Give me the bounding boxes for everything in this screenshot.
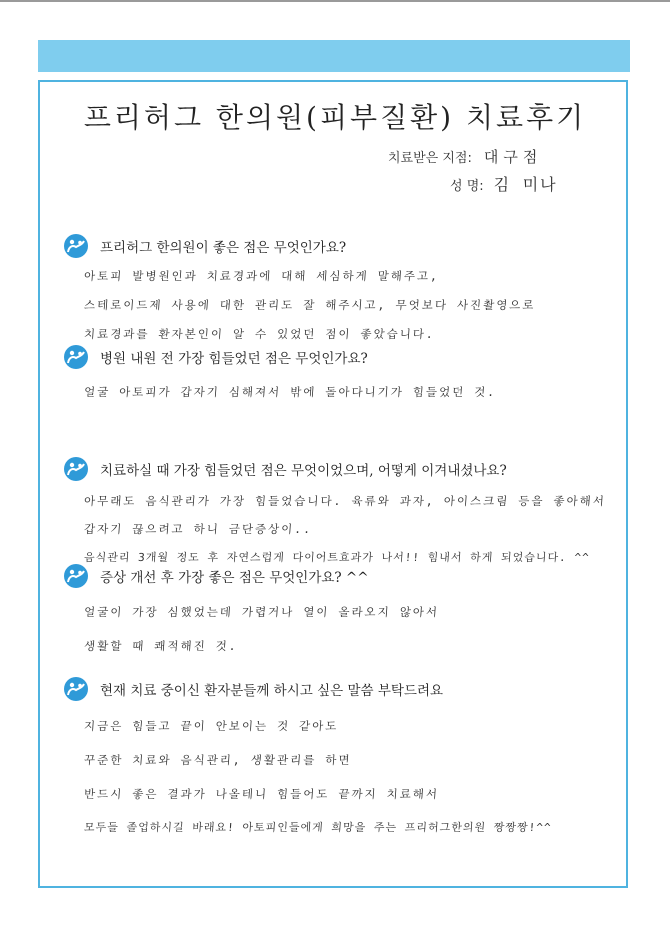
question-3 (64, 457, 507, 481)
name-label: 성 명: (450, 179, 484, 194)
answer-4-1: 얼굴이 가장 심했었는데 가렵거나 열이 올라오지 않아서 (83, 605, 440, 619)
answer-1-2: 스테로이드제 사용에 대한 관리도 잘 해주시고, 무엇보다 사진촬영으로 (83, 298, 537, 312)
question-2 (64, 345, 368, 369)
header-banner (38, 40, 630, 72)
page-title: 프리허그 한의원(피부질환) 치료후기 (83, 101, 587, 134)
hug-logo-icon (64, 564, 88, 588)
hug-logo-icon (64, 234, 88, 258)
hug-logo-icon (64, 345, 88, 369)
name-row (450, 172, 558, 195)
question-text: 병원 내원 전 가장 힘들었던 점은 무엇인가요? (100, 351, 368, 367)
answer-3-3: 음식관리 3개월 정도 후 자연스럽게 다이어트효과가 나서!! 힘내서 하게 되었습니다. ^^ (83, 551, 591, 564)
hug-logo-icon (64, 677, 88, 701)
answer-5-1: 지금은 힘들고 끝이 안보이는 것 같아도 (83, 719, 339, 733)
question-text: 현재 치료 중이신 환자분들께 하시고 싶은 말씀 부탁드려요 (100, 683, 444, 699)
answer-2-1: 얼굴 아토피가 갑자기 심해져서 밖에 돌아다니기가 힘들었던 것. (83, 385, 497, 399)
question-5 (64, 677, 443, 701)
question-text: 증상 개선 후 가장 좋은 점은 무엇인가요? ^^ (100, 570, 369, 586)
branch-value: 대구점 (483, 148, 543, 166)
name-value: 김 미나 (493, 175, 558, 194)
answer-1-1: 아토피 발병원인과 치료경과에 대해 세심하게 말해주고, (83, 269, 440, 283)
top-rule (0, 0, 670, 2)
question-text: 치료하실 때 가장 힘들었던 점은 무엇이었으며, 어떻게 이겨내셨나요? (100, 463, 507, 479)
answer-4-2: 생활할 때 쾌적해진 것. (83, 639, 239, 653)
branch-row (388, 146, 542, 167)
question-text: 프리허그 한의원이 좋은 점은 무엇인가요? (100, 240, 347, 256)
answer-5-3: 반드시 좋은 결과가 나올테니 힘들어도 끝까지 치료해서 (83, 787, 440, 801)
branch-label: 치료받은 지점: (388, 151, 472, 166)
answer-3-2: 갑자기 끊으려고 하니 금단증상이.. (83, 522, 313, 536)
question-4 (64, 564, 369, 588)
answer-5-4: 모두들 졸업하시길 바래요! 아토피인들에게 희망을 주는 프리허그한의원 짱짱짱!^^ (83, 821, 552, 834)
answer-3-1: 아무래도 음식관리가 가장 힘들었습니다. 육류와 과자, 아이스크림 등을 좋아해서 (83, 494, 607, 508)
question-1 (64, 234, 346, 258)
answer-5-2: 꾸준한 치료와 음식관리, 생활관리를 하면 (83, 753, 352, 767)
hug-logo-icon (64, 457, 88, 481)
answer-1-3: 치료경과를 환자본인이 알 수 있었던 점이 좋았습니다. (83, 327, 436, 341)
